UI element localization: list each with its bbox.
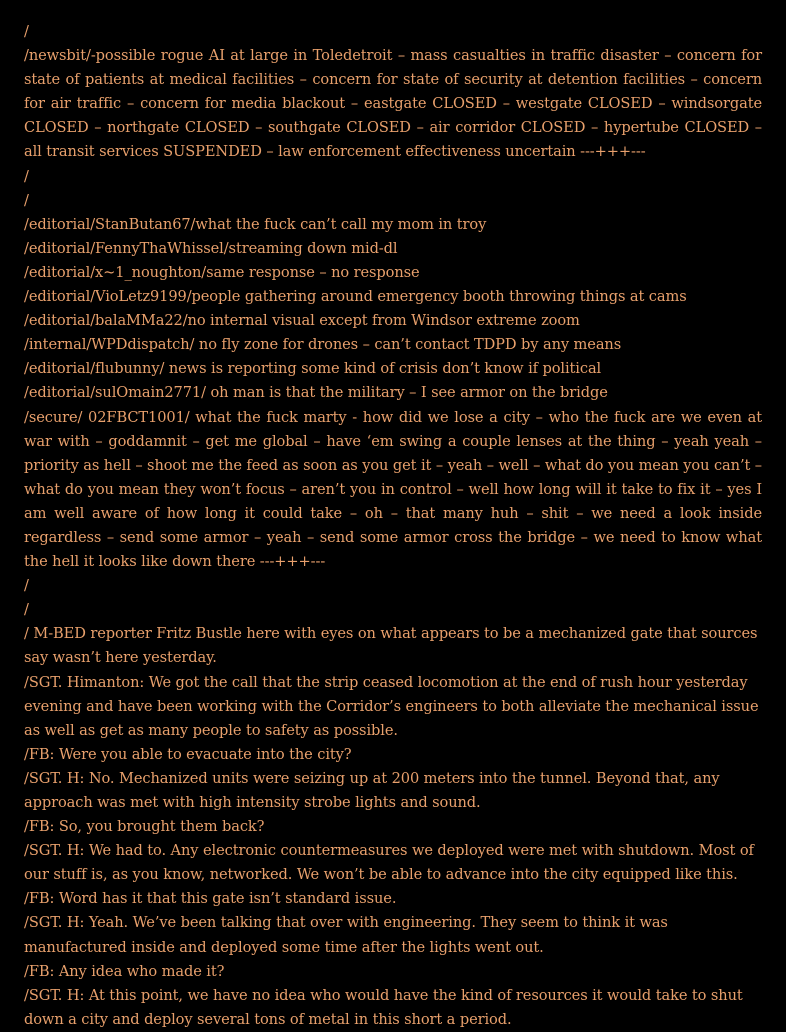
- editorial-line: /editorial/StanButan67/what the fuck can’t call my mom in troy: [24, 215, 487, 233]
- internal-dispatch-line: /internal/WPDdispatch/ no fly zone for drones – can’t contact TDPD by any means: [24, 336, 622, 354]
- interview-answer: /SGT. H: At this point, we have no idea who would have the kind of resources it would take to shut down a city and deploy several tons of metal in this short a period.: [24, 986, 743, 1028]
- editorial-line: /editorial/balaMMa22/no internal visual except from Windsor extreme zoom: [24, 312, 580, 330]
- editorial-line: /editorial/x~1_noughton/same response – no response: [24, 263, 420, 281]
- editorial-line: /editorial/FennyThaWhissel/streaming down mid-dl: [24, 239, 398, 257]
- separator-line: /: [24, 191, 29, 209]
- secure-call-paragraph: /secure/ 02FBCT1001/ what the fuck marty - how did we lose a city – who the fuck are we even at war with – goddamnit – get me global – have ‘em swing a couple lenses at the thing – yeah yeah – priority as hell – shoot me the feed as soon as you get it – yeah – well – what do you mean you can’t – what do you mean they won’t focus – aren’t you in control – well how long will it take to fix it – yes I am well aware of how long it could take – oh – that many huh – shit – we need a look inside regardless – send some armor – yeah – send some armor cross the bridge – we need to know what the hell it looks like down there ---+++---: [24, 408, 762, 571]
- interview-question: /FB: Any idea who made it?: [24, 962, 225, 980]
- editorial-line: /editorial/VioLetz9199/people gathering around emergency booth throwing things at cams: [24, 288, 687, 306]
- interview-question: /FB: Word has it that this gate isn’t standard issue.: [24, 890, 397, 908]
- editorial-line: /editorial/sulOmain2771/ oh man is that the military – I see armor on the bridge: [24, 384, 608, 402]
- reporter-intro: / M-BED reporter Fritz Bustle here with eyes on what appears to be a mechanized gate that sources say wasn’t here yesterday.: [24, 625, 758, 667]
- separator-line: /: [24, 23, 29, 40]
- separator-line: /: [24, 167, 29, 185]
- editorial-line: /editorial/flubunny/ news is reporting some kind of crisis don’t know if political: [24, 360, 602, 378]
- interview-answer: /SGT. H: Yeah. We’ve been talking that over with engineering. They seem to think it was manufactured inside and deployed some time after the lights went out.: [24, 914, 668, 956]
- interview-answer: /SGT. Himanton: We got the call that the strip ceased locomotion at the end of rush hour yesterday evening and have been working with the Corridor’s engineers to both alleviate the mechanical issue as well as get as many people to safety as possible.: [24, 673, 759, 739]
- separator-line: /: [24, 601, 29, 619]
- separator-line: /: [24, 577, 29, 595]
- interview-question: /FB: So, you brought them back?: [24, 818, 265, 836]
- interview-answer: /SGT. H: No. Mechanized units were seizing up at 200 meters into the tunnel. Beyond that, any approach was met with high intensity strobe lights and sound.: [24, 769, 720, 811]
- newsbit-paragraph: /newsbit/-possible rogue AI at large in Toledetroit – mass casualties in traffic disaster – concern for state of patients at medical facilities – concern for state of security at detention facilities – concern for air traffic – concern for media blackout – eastgate CLOSED – westgate CLOSED – windsorgate CLOSED – northgate CLOSED – southgate CLOSED – air corridor CLOSED – hypertube CLOSED – all transit services SUSPENDED – law enforcement effectiveness uncertain ---+++---: [24, 47, 762, 161]
- interview-question: /FB: Were you able to evacuate into the city?: [24, 745, 352, 763]
- interview-answer: /SGT. H: We had to. Any electronic countermeasures we deployed were met with shutdown. Most of our stuff is, as you know, networked. We won’t be able to advance into the city equipped like this.: [24, 842, 754, 884]
